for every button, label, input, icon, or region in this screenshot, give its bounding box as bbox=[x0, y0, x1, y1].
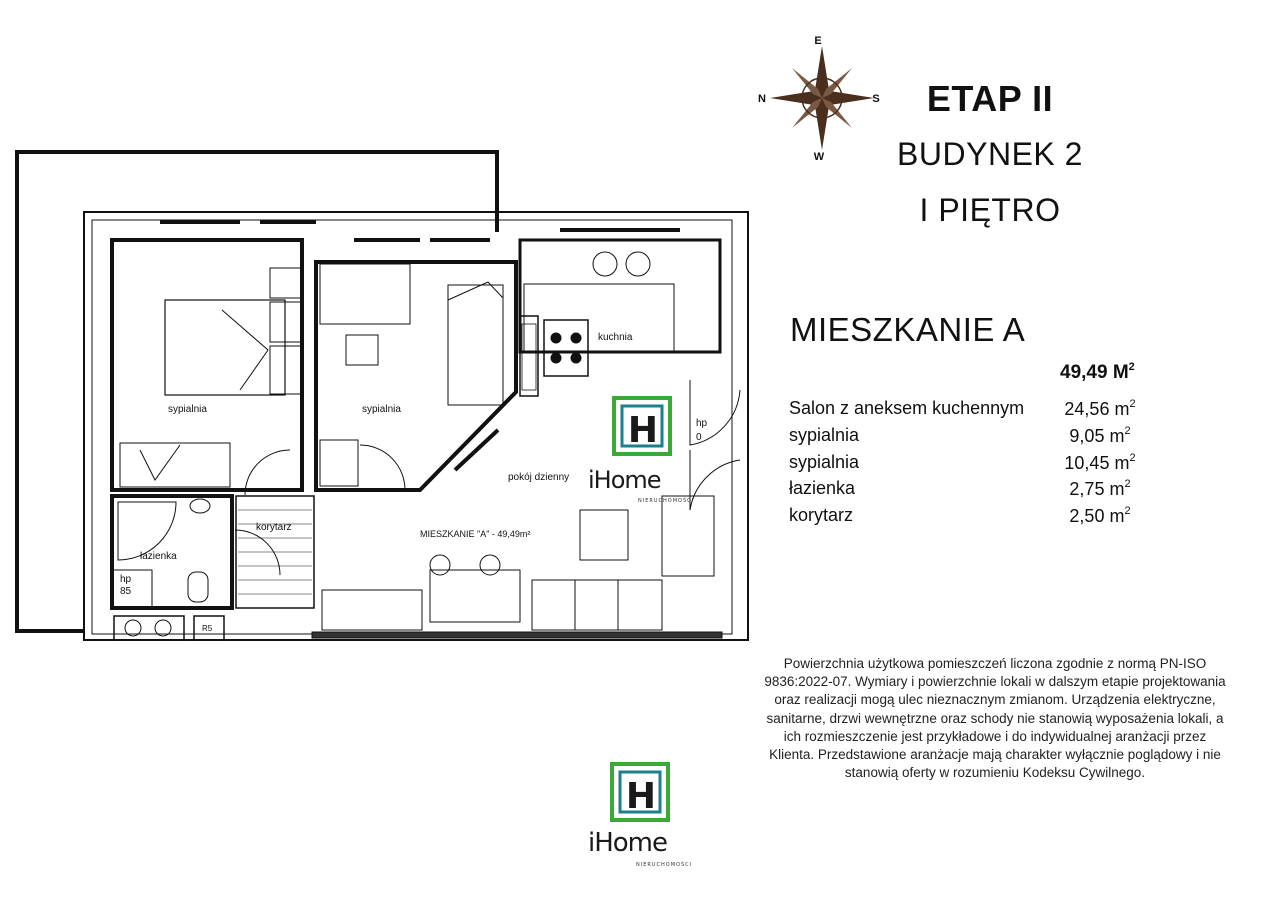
plan-hp-bath: hp bbox=[120, 574, 132, 585]
plan-hp-door: hp bbox=[696, 418, 708, 429]
plan-r5: R5 bbox=[202, 624, 213, 633]
logo-wordmark: iHome bbox=[588, 828, 668, 858]
floor-heading: I PIĘTRO bbox=[919, 192, 1061, 228]
room-area-bathroom: 2,75 $m^2$ bbox=[1069, 478, 1131, 499]
plan-hp-zero: 0 bbox=[696, 432, 702, 443]
ihome-logo-overlay bbox=[588, 394, 696, 509]
plan-label-kitchen: kuchnia bbox=[598, 332, 633, 343]
plan-hp-bath-val: 85 bbox=[120, 586, 132, 597]
disclaimer-text: Powierzchnia użytkowa pomieszczeń liczona zgodnie z normą PN-ISO 9836:2022-07. Wymiary i powierzchnie lokali w dalszym etapie projektowania oraz realizacji mogą ulec nieznacznym zmianom. Urządzenia elektryczne, sanitarne, drzwi wewnętrzne oraz schody nie stanowią wyposażenia lokali, a ich rozmieszczenie jest przykładowe i do indywidualnej aranżacji przez Klienta. Przedstawione aranżacje mają charakter wyłącznie poglądowy i nie stanowią oferty w rozumieniu Kodeksu Cywilnego. bbox=[764, 656, 1226, 781]
logo-wordmark: iHome bbox=[588, 466, 661, 494]
room-name-bathroom: łazienka bbox=[789, 478, 856, 498]
stage-heading: ETAP II bbox=[926, 78, 1054, 119]
plan-label-apartment: MIESZKANIE "A" - 49,49m² bbox=[420, 529, 531, 539]
room-name-bedroom2: sypialnia bbox=[789, 452, 860, 472]
ihome-logo-bottom bbox=[588, 760, 698, 890]
apartment-title: MIESZKANIE A bbox=[790, 311, 1026, 348]
compass-e: E bbox=[814, 35, 822, 47]
room-name-bedroom1: sypialnia bbox=[789, 425, 860, 445]
building-heading: BUDYNEK 2 bbox=[897, 136, 1083, 172]
room-area-bedroom1: 9,05 $m^2$ bbox=[1069, 425, 1131, 446]
compass-n: N bbox=[758, 93, 766, 105]
plan-label-living: pokój dzienny bbox=[508, 472, 570, 483]
svg-text:H: H bbox=[625, 776, 657, 817]
compass-s: S bbox=[872, 93, 880, 105]
svg-text:H: H bbox=[627, 410, 659, 451]
plan-label-bathroom: łazienka bbox=[140, 551, 177, 562]
logo-h-icon bbox=[608, 760, 678, 830]
room-area-corridor: 2,50 $m^2$ bbox=[1069, 505, 1131, 526]
apartment-total-area: 49,49 $M^2$ bbox=[1060, 361, 1135, 383]
plan-label-corridor: korytarz bbox=[256, 522, 292, 533]
room-name-corridor: korytarz bbox=[789, 505, 854, 525]
plan-label-bedroom1: sypialnia bbox=[168, 404, 207, 415]
logo-subtitle: NIERUCHOMOŚCI bbox=[636, 862, 693, 868]
room-area-salon: 24,56 $m^2$ bbox=[1064, 398, 1136, 419]
compass-w: W bbox=[813, 151, 825, 163]
room-name-salon: Salon z aneksem kuchennym bbox=[789, 398, 1025, 418]
logo-h-icon bbox=[610, 394, 680, 464]
logo-subtitle: NIERUCHOMOŚCI bbox=[638, 498, 695, 504]
plan-label-bedroom2: sypialnia bbox=[362, 404, 401, 415]
room-area-bedroom2: 10,45 $m^2$ bbox=[1064, 452, 1136, 473]
